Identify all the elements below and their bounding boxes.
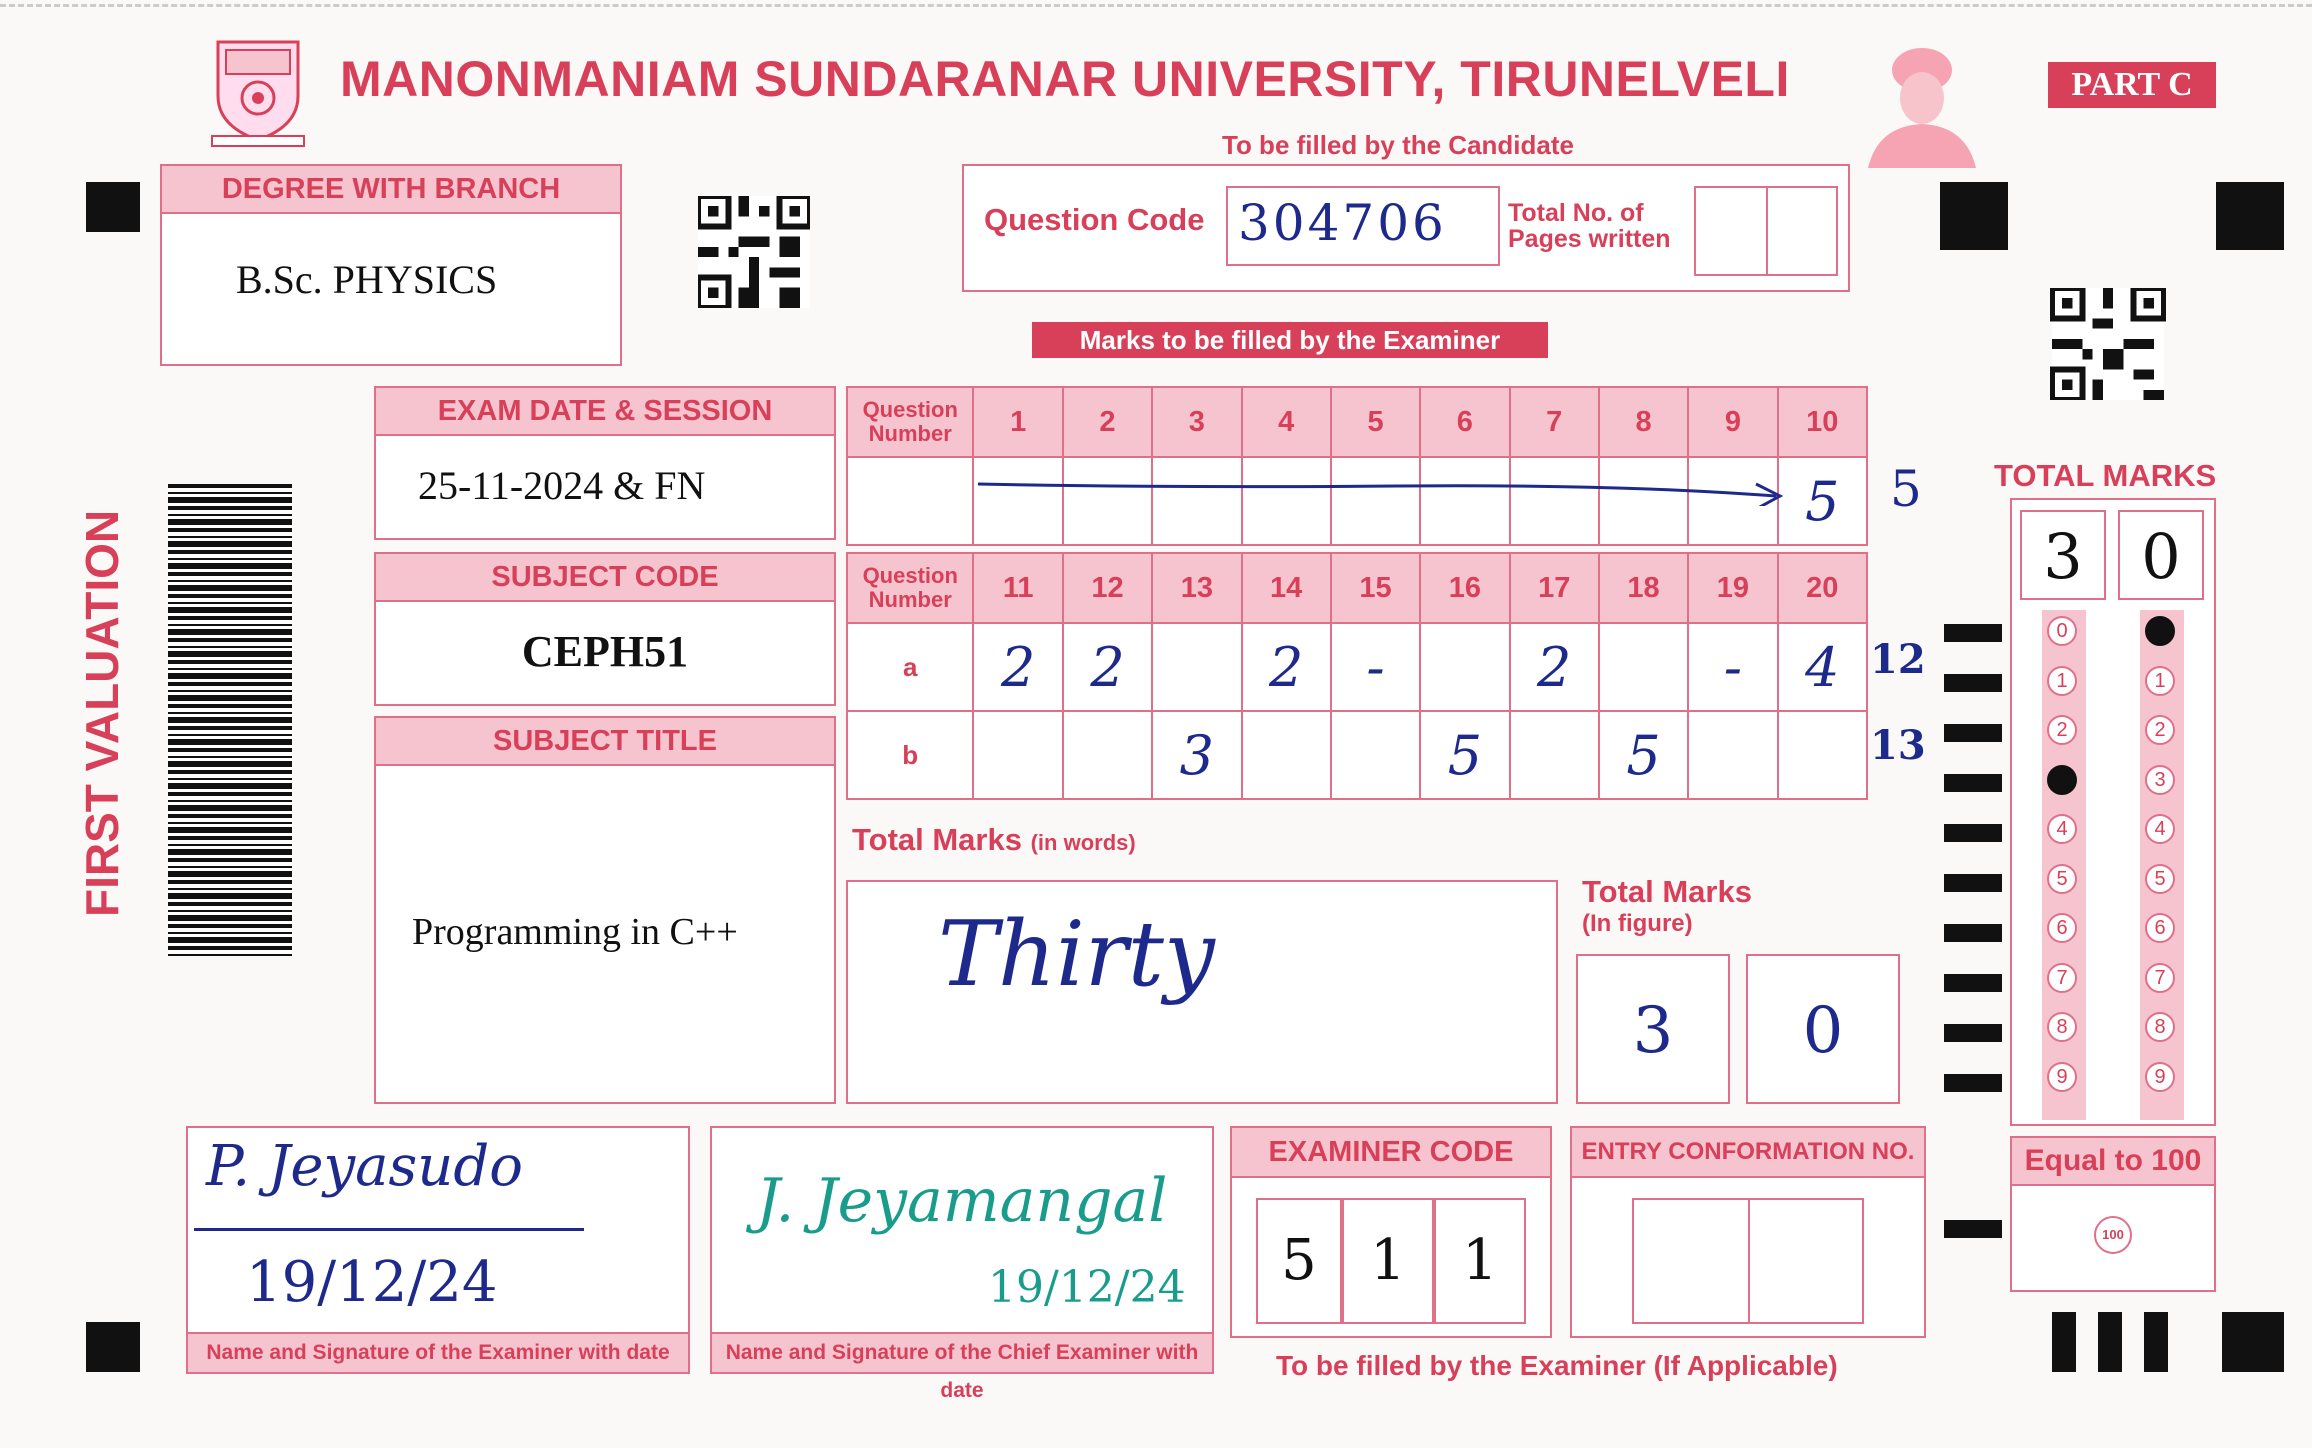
- examiner-signature-box: [186, 1126, 690, 1374]
- mark-cell: 2: [1063, 623, 1152, 711]
- examiner-code-label: EXAMINER CODE: [1232, 1128, 1550, 1178]
- subject-title-value: Programming in C++: [412, 911, 738, 953]
- mark-cell: 5: [1778, 457, 1867, 545]
- question-number: 19: [1688, 553, 1777, 623]
- total-marks-panel: [2010, 498, 2216, 1126]
- question-number: 14: [1242, 553, 1331, 623]
- total-words-box: [846, 880, 1558, 1104]
- examiner-code-digit: 1: [1434, 1198, 1526, 1324]
- total-figure-digit-2: 0: [1746, 954, 1900, 1104]
- question-number: 7: [1510, 387, 1599, 457]
- mark-cell: 2: [973, 623, 1062, 711]
- question-number: 9: [1688, 387, 1777, 457]
- mark-cell: [1331, 711, 1420, 799]
- subject-title-label: SUBJECT TITLE: [376, 718, 834, 766]
- subject-code-value: CEPH51: [521, 627, 689, 676]
- omr-bubble[interactable]: 1: [2047, 666, 2077, 696]
- question-number: 18: [1599, 553, 1688, 623]
- question-number-label: Question Number: [847, 553, 973, 623]
- question-code-label: Question Code: [984, 202, 1205, 237]
- exam-date-value: 25-11-2024 & FN: [418, 463, 706, 508]
- entry-conformation-box: [1570, 1126, 1926, 1338]
- total-words-value: Thirty: [938, 902, 1215, 1007]
- signature-underline: [194, 1228, 584, 1231]
- total-digit-box-2: 0: [2118, 510, 2204, 600]
- barcode: [168, 484, 292, 956]
- total-figure-label: Total Marks (In figure): [1582, 874, 1752, 937]
- omr-bubble[interactable]: 6: [2145, 913, 2175, 943]
- examiner-code-digit: 5: [1256, 1198, 1342, 1324]
- equal-100-box: [2010, 1136, 2216, 1292]
- omr-bubble[interactable]: 3: [2047, 765, 2077, 795]
- timing-bar: [1944, 1024, 2002, 1042]
- question-number: 6: [1420, 387, 1509, 457]
- mark-cell: 5: [1599, 711, 1688, 799]
- question-code-box: [962, 164, 1850, 292]
- question-number: 4: [1242, 387, 1331, 457]
- timing-bar: [2052, 1312, 2076, 1372]
- mark-cell: [1242, 711, 1331, 799]
- omr-bubble[interactable]: 2: [2145, 715, 2175, 745]
- registration-mark: [86, 1322, 140, 1372]
- mark-cell: [1063, 711, 1152, 799]
- strike-arrow: [976, 466, 1806, 506]
- question-number: 15: [1331, 553, 1420, 623]
- row-b-label: b: [847, 711, 973, 799]
- row-a-total: 12: [1870, 636, 1926, 683]
- degree-value: B.Sc. PHYSICS: [236, 257, 498, 302]
- registration-mark: [2222, 1312, 2284, 1372]
- examiner-caption: Name and Signature of the Examiner with date: [188, 1332, 688, 1372]
- registration-mark: [1940, 182, 2008, 250]
- omr-bubble[interactable]: 9: [2145, 1062, 2175, 1092]
- timing-bar: [1944, 974, 2002, 992]
- question-number: 17: [1510, 553, 1599, 623]
- registration-mark: [2216, 182, 2284, 250]
- omr-bubble[interactable]: 8: [2145, 1012, 2175, 1042]
- timing-bar: [1944, 1074, 2002, 1092]
- first-valuation-label: FIRST VALUATION: [76, 509, 128, 917]
- qr-code: [698, 196, 810, 308]
- question-number: 11: [973, 553, 1062, 623]
- mark-cell: 2: [1510, 623, 1599, 711]
- entry-conformation-label: ENTRY CONFORMATION NO.: [1572, 1128, 1924, 1178]
- chief-examiner-date: 19/12/24: [988, 1262, 1186, 1313]
- perforation-edge: [0, 4, 2312, 7]
- timing-bar: [2098, 1312, 2122, 1372]
- timing-bar: [1944, 1220, 2002, 1238]
- equal-100-label: Equal to 100: [2012, 1138, 2214, 1186]
- omr-bubble[interactable]: 9: [2047, 1062, 2077, 1092]
- university-title: MANONMANIAM SUNDARANAR UNIVERSITY, TIRUNELVELI: [340, 51, 1790, 107]
- question-number: 16: [1420, 553, 1509, 623]
- mark-cell: -: [1688, 623, 1777, 711]
- mark-cell: -: [1331, 623, 1420, 711]
- timing-bar: [1944, 674, 2002, 692]
- question-number: 5: [1331, 387, 1420, 457]
- question-number: 12: [1063, 553, 1152, 623]
- question-number: 20: [1778, 553, 1867, 623]
- subject-code-box: [374, 552, 836, 706]
- timing-bar: [1944, 774, 2002, 792]
- row1-total: 5: [1890, 460, 1922, 518]
- examiner-code-box: [1230, 1126, 1552, 1338]
- omr-bubble[interactable]: 4: [2047, 814, 2077, 844]
- row-b-total: 13: [1870, 722, 1926, 769]
- mark-cell: [1152, 623, 1241, 711]
- pages-written-field: [1694, 186, 1838, 276]
- timing-bar: [1944, 824, 2002, 842]
- subject-title-box: [374, 716, 836, 1104]
- registration-mark: [86, 182, 140, 232]
- timing-bar: [1944, 624, 2002, 642]
- mark-cell: [1510, 711, 1599, 799]
- degree-label: DEGREE WITH BRANCH: [162, 166, 620, 214]
- question-number-label: Question Number: [847, 387, 973, 457]
- total-figure-digit-1: 3: [1576, 954, 1730, 1104]
- examiner-code-digit: 1: [1342, 1198, 1434, 1324]
- omr-bubble[interactable]: 5: [2047, 864, 2077, 894]
- omr-bubble[interactable]: 4: [2145, 814, 2175, 844]
- omr-bubble[interactable]: 6: [2047, 913, 2077, 943]
- bubble-100[interactable]: 100: [2094, 1216, 2132, 1254]
- mark-cell: 3: [1152, 711, 1241, 799]
- subject-code-label: SUBJECT CODE: [376, 554, 834, 602]
- pages-written-label: Total No. of Pages written: [1508, 199, 1671, 253]
- chief-examiner-signature: J. Jeyamangal: [756, 1166, 1168, 1236]
- omr-bubble[interactable]: 1: [2145, 666, 2175, 696]
- omr-bubble[interactable]: 0: [2047, 616, 2077, 646]
- footer-note: To be filled by the Examiner (If Applicable): [1276, 1350, 1838, 1381]
- mark-cell: [1688, 711, 1777, 799]
- omr-bubble[interactable]: 8: [2047, 1012, 2077, 1042]
- chief-examiner-caption: Name and Signature of the Chief Examiner with date: [712, 1332, 1212, 1372]
- examiner-note: Marks to be filled by the Examiner: [1032, 322, 1548, 358]
- founder-portrait: [1858, 40, 1986, 168]
- question-number: 13: [1152, 553, 1241, 623]
- examiner-signature: P. Jeyasudo: [206, 1134, 523, 1199]
- question-number: 3: [1152, 387, 1241, 457]
- question-number: 8: [1599, 387, 1688, 457]
- mark-cell: [1599, 623, 1688, 711]
- examiner-date: 19/12/24: [246, 1250, 498, 1315]
- qr-code: [2050, 288, 2166, 400]
- mark-cell: [973, 711, 1062, 799]
- mark-cell: [1420, 623, 1509, 711]
- question-code-value: 304706: [1238, 194, 1447, 252]
- mark-cell: 4: [1778, 623, 1867, 711]
- omr-bubble[interactable]: 7: [2145, 963, 2175, 993]
- question-number: 1: [973, 387, 1062, 457]
- degree-box: [160, 164, 622, 366]
- mark-cell: [1778, 711, 1867, 799]
- timing-bar: [2144, 1312, 2168, 1372]
- total-words-label: Total Marks (in words): [852, 822, 1136, 857]
- omr-bubble[interactable]: 0: [2145, 616, 2175, 646]
- marks-grid-11-20: [846, 552, 1868, 800]
- question-number: 10: [1778, 387, 1867, 457]
- mark-cell: 5: [1420, 711, 1509, 799]
- candidate-note: To be filled by the Candidate: [1222, 130, 1574, 160]
- exam-date-label: EXAM DATE & SESSION: [376, 388, 834, 436]
- question-number: 2: [1063, 387, 1152, 457]
- omr-bubble[interactable]: 3: [2145, 765, 2175, 795]
- row-a-label: a: [847, 623, 973, 711]
- timing-bar: [1944, 924, 2002, 942]
- timing-bar: [1944, 724, 2002, 742]
- chief-examiner-signature-box: [710, 1126, 1214, 1402]
- question-code-field: [1226, 186, 1500, 266]
- total-marks-panel-label: TOTAL MARKS: [1994, 458, 2217, 493]
- mark-cell: 2: [1242, 623, 1331, 711]
- omr-bubble[interactable]: 5: [2145, 864, 2175, 894]
- exam-date-box: [374, 386, 836, 540]
- part-badge: PART C: [2048, 62, 2216, 108]
- omr-bubble[interactable]: 2: [2047, 715, 2077, 745]
- entry-conformation-field: [1632, 1198, 1864, 1324]
- total-digit-box-1: 3: [2020, 510, 2106, 600]
- university-logo: [208, 36, 308, 148]
- timing-bar: [1944, 874, 2002, 892]
- omr-bubble[interactable]: 7: [2047, 963, 2077, 993]
